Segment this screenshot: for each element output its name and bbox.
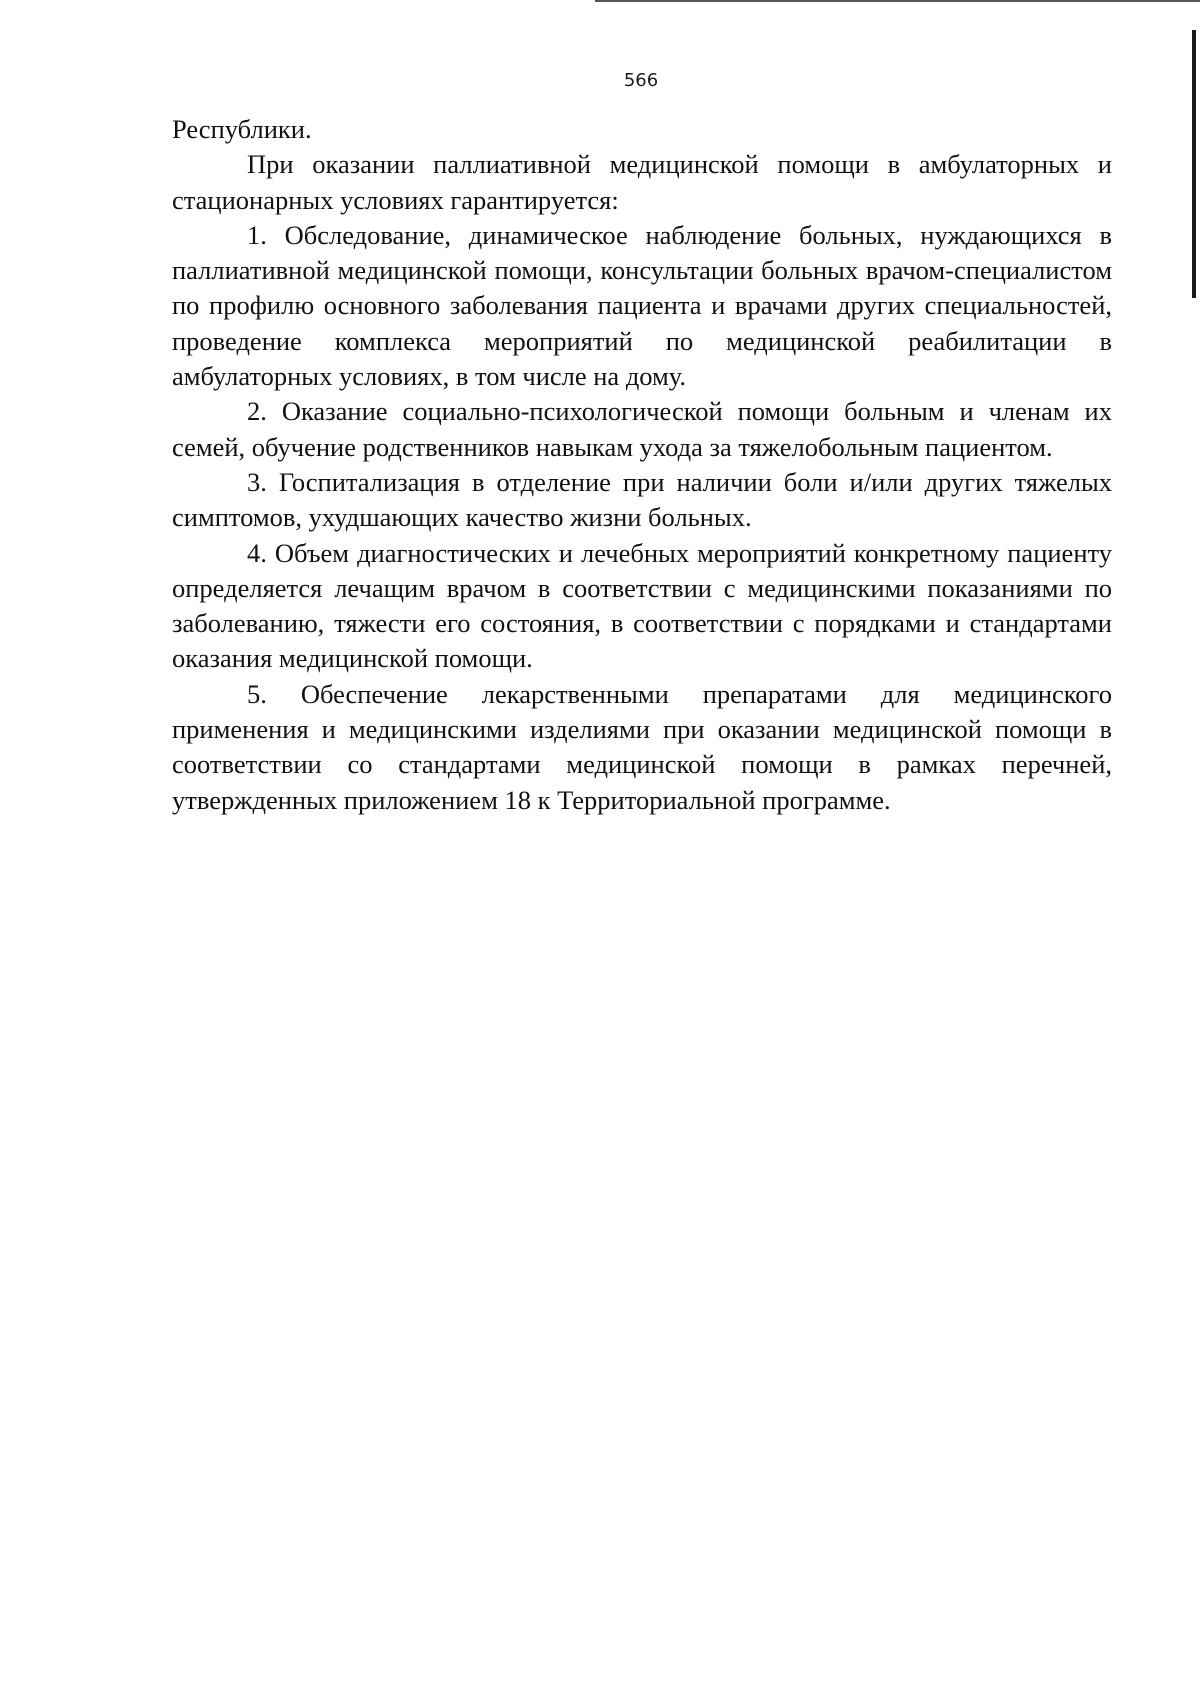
paragraph-item-4: 4. Объем диагностических и лечебных мероприятий конкретному пациенту определяется лечащим врачом в соответствии с медицинскими показаниями по заболеванию, тяжести его состояния, в соответствии с порядками и стандартами оказания медицинской помощи.	[172, 537, 1112, 674]
document-body	[172, 112, 1112, 818]
paragraph-item-3: 3. Госпитализация в отделение при наличии боли и/или других тяжелых симптомов, ухудшающих качество жизни больных.	[172, 466, 1112, 533]
paragraph-item-5: 5. Обеспечение лекарственными препаратами для медицинского применения и медицинскими изделиями при оказании медицинской помощи в соответствии со стандартами медицинской помощи в рамках перечней, утвержденных приложением 18 к Территориальной программе.	[172, 678, 1112, 815]
paragraph-item-2: 2. Оказание социально-психологической помощи больным и членам их семей, обучение родственников навыкам ухода за тяжелобольным пациентом.	[172, 396, 1112, 462]
page-number: 566	[623, 70, 659, 91]
scan-edge-top	[595, 0, 1200, 2]
paragraph-item-1: 1. Обследование, динамическое наблюдение больных, нуждающихся в паллиативной медицинской помощи, консультации больных врачом-специалистом по профилю основного заболевания пациента и врачами других специальностей, проведение комплекса мероприятий по медицинской реабилитации в амбулаторных условиях, в том числе на дому.	[172, 219, 1112, 392]
paragraph-intro: При оказании паллиативной медицинской помощи в амбулаторных и стационарных условиях гарантируется:	[172, 149, 1112, 215]
paragraph-continuation: Республики.	[172, 114, 312, 144]
